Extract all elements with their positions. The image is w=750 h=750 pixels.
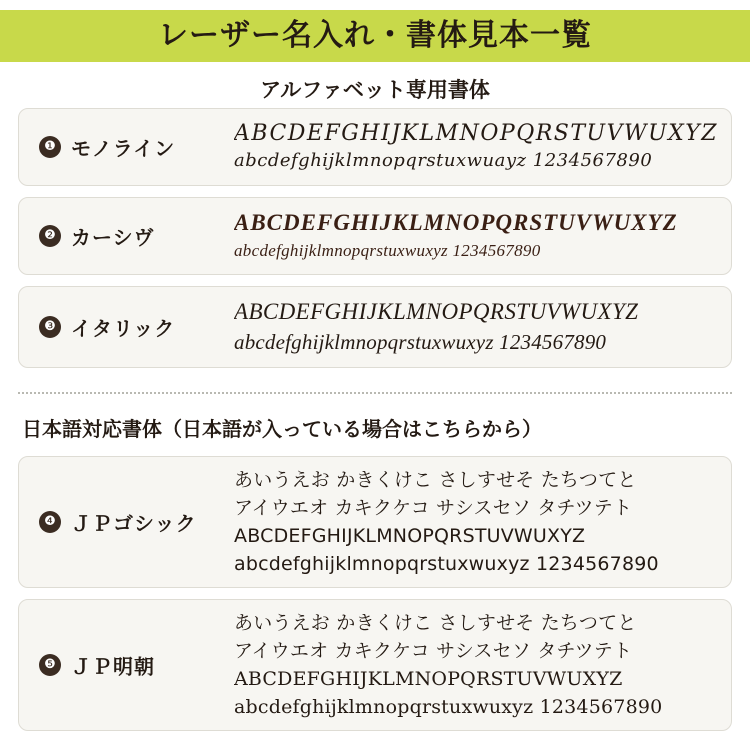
font-row-monoline[interactable] [18,108,732,186]
row-number-3: ❸ [39,316,61,338]
font-sample-italic [234,297,719,357]
sample-line-katakana: アイウエオ カキクケコ サシスセソ タチツテト [234,640,633,662]
font-name-italic: イタリック [71,316,176,341]
sample-line-uppercase: ABCDEFGHIJKLMNOPQRSTUVWUXYZ [234,299,639,324]
sample-line-lowercase: abcdefghijklmnopqrstuxwuxyz 1234567890 [234,241,541,260]
font-sample-monoline [234,120,719,174]
sample-line-lowercase: abcdefghijklmnopqrstuxwuxyz 1234567890 [234,553,659,575]
sample-line-uppercase: ABCDEFGHIJKLMNOPQRSTUVWUXYZ [234,210,678,235]
font-sample-jp-gothic [234,466,719,578]
sample-line-uppercase: ABCDEFGHIJKLMNOPQRSTUVWUXYZ [234,668,623,690]
japanese-section-title: 日本語対応書体（日本語が入っている場合はこちらから） [22,417,542,441]
sample-line-hiragana: あいうえお かきくけこ さしすせそ たちつてと [234,469,637,491]
row-number-1: ❶ [39,136,61,158]
font-sample-jp-mincho [234,609,719,721]
row-number-2: ❷ [39,225,61,247]
sample-line-lowercase: abcdefghijklmnopqrstuxwuayz 1234567890 [234,150,653,171]
font-row-italic[interactable] [18,286,732,368]
sample-line-uppercase: ABCDEFGHIJKLMNOPQRSTUVWUXYZ [234,525,586,547]
section-divider [18,392,732,394]
font-name-jp-gothic: ＪＰゴシック [71,511,197,536]
font-name-monoline: モノライン [71,136,176,161]
sample-line-katakana: アイウエオ カキクケコ サシスセソ タチツテト [234,497,633,519]
font-row-jp-mincho[interactable] [18,599,732,731]
font-name-cursive: カーシヴ [71,225,155,250]
font-row-cursive[interactable] [18,197,732,275]
sample-line-uppercase: ABCDEFGHIJKLMNOPQRSTUVWUXYZ [234,121,719,146]
row-number-4: ❹ [39,511,61,533]
font-row-jp-gothic[interactable] [18,456,732,588]
sample-line-lowercase: abcdefghijklmnopqrstuxwuxyz 1234567890 [234,330,607,354]
sample-line-hiragana: あいうえお かきくけこ さしすせそ たちつてと [234,612,637,634]
font-sample-cursive [234,208,719,264]
alphabet-section-title: アルファベット専用書体 [260,78,490,102]
sample-line-lowercase: abcdefghijklmnopqrstuxwuxyz 1234567890 [234,696,663,718]
page-title: レーザー名入れ・書体見本一覧 [158,18,592,53]
font-name-jp-mincho: ＪＰ明朝 [71,654,155,679]
row-number-5: ❺ [39,654,61,676]
